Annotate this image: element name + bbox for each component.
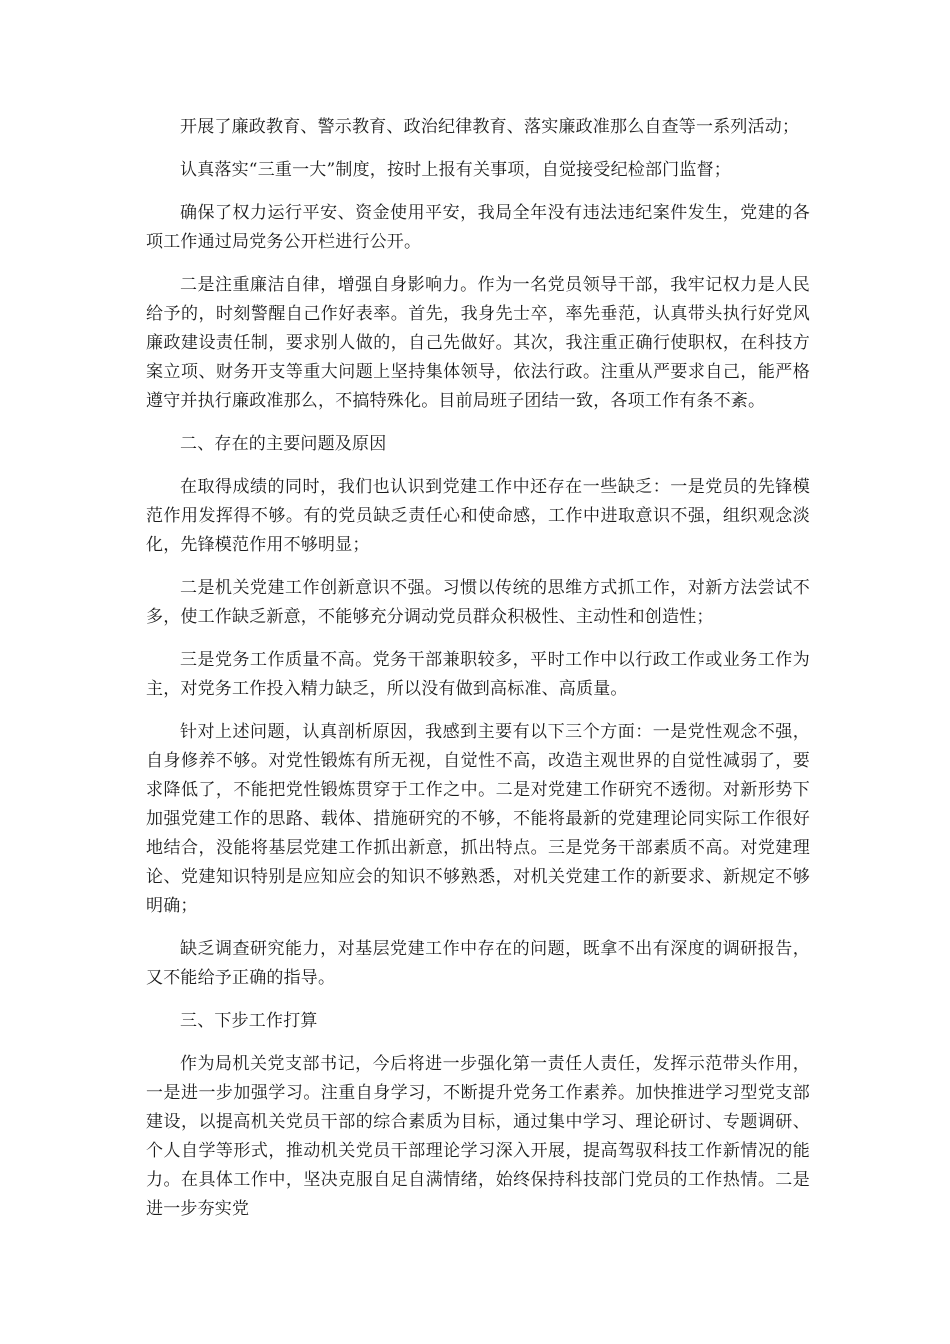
paragraph-activities: 开展了廉政教育、警示教育、政治纪律教育、落实廉政准那么自查等一系列活动； [180,117,800,137]
section-heading-next-steps: 三、下步工作打算 [180,1011,318,1031]
paragraph-innovation: 二是机关党建工作创新意识不强。习惯以传统的思维方式抓工作，对新方法尝试不多，使工作缺乏新意，不能够充分调动党员群众积极性、主动性和创造性； [146,578,810,627]
paragraph-research-ability: 缺乏调查研究能力，对基层党建工作中存在的问题，既拿不出有深度的调研报告，又不能给予正确的指导。 [146,939,810,988]
paragraph-self-discipline: 二是注重廉洁自律，增强自身影响力。作为一名党员领导干部，我牢记权力是人民给予的，时刻警醒自己作好表率。首先，我身先士卒，率先垂范，认真带头执行好党风廉政建设责任制，要求别人做的，自己先做好。其次，我注重正确行使职权，在科技方案立项、财务开支等重大问题上坚持集体领导，依法行政。注重从严要求自己，能严格遵守并执行廉政准那么，不搞特殊化。目前局班子团结一致，各项工作有条不紊。 [146,275,810,411]
paragraph-three-major-one-large: 认真落实“三重一大”制度，按时上报有关事项，自觉接受纪检部门监督； [180,160,731,180]
paragraph-causes: 针对上述问题，认真剖析原因，我感到主要有以下三个方面：一是党性观念不强，自身修养不够。对党性锻炼有所无视，自觉性不高，改造主观世界的自觉性减弱了，要求降低了，不能把党性锻炼贯穿于工作之中。二是对党建工作研究不透彻。对新形势下加强党建工作的思路、载体、措施研究的不够，不能将最新的党建理论同实际工作很好地结合，没能将基层党建工作抓出新意，抓出特点。三是党务干部素质不高。对党建理论、党建知识特别是应知应会的知识不够熟悉，对机关党建工作的新要求、新规定不够明确； [146,722,810,916]
section-heading-problems: 二、存在的主要问题及原因 [180,434,387,454]
paragraph-power-safety: 确保了权力运行平安、资金使用平安，我局全年没有违法违纪案件发生，党建的各项工作通过局党务公开栏进行公开。 [146,203,810,252]
document-body [146,113,810,1238]
paragraph-quality: 三是党务工作质量不高。党务干部兼职较多，平时工作中以行政工作或业务工作为主，对党务工作投入精力缺乏，所以没有做到高标准、高质量。 [146,650,810,699]
paragraph-plan: 作为局机关党支部书记，今后将进一步强化第一责任人责任，发挥示范带头作用，一是进一步加强学习。注重自身学习，不断提升党务工作素养。加快推进学习型党支部建设，以提高机关党员干部的综合素质为目标，通过集中学习、理论研讨、专题调研、个人自学等形式，推动机关党员干部理论学习深入开展，提高驾驭科技工作新情况的能力。在具体工作中，坚决克服自足自满情绪，始终保持科技部门党员的工作热情。二是进一步夯实党 [146,1054,810,1219]
paragraph-shortcomings: 在取得成绩的同时，我们也认识到党建工作中还存在一些缺乏：一是党员的先锋模范作用发挥得不够。有的党员缺乏责任心和使命感，工作中进取意识不强，组织观念淡化，先锋模范作用不够明显； [146,477,810,555]
